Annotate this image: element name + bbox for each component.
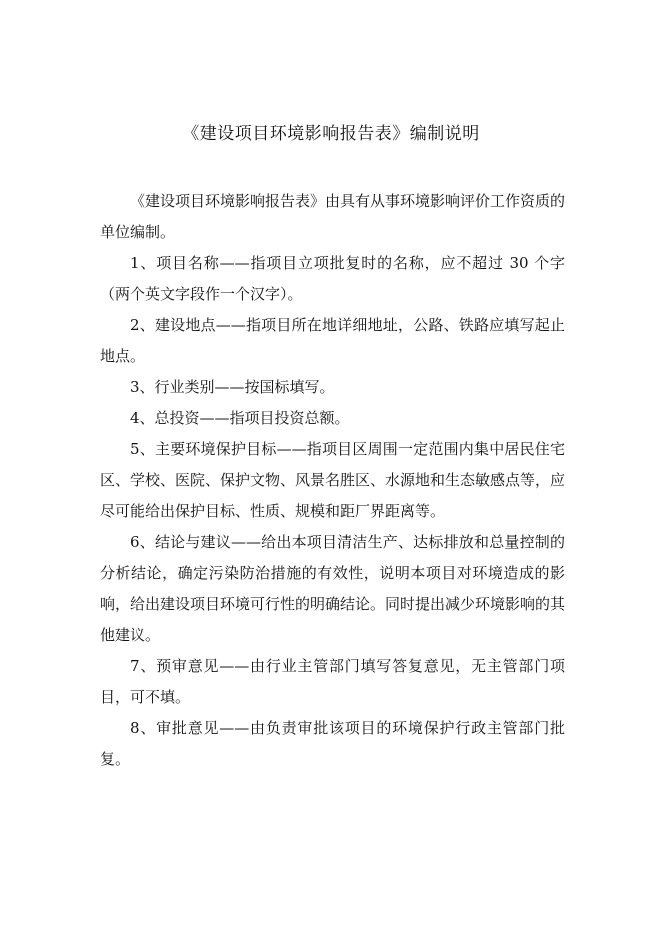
document-title: 《建设项目环境影响报告表》编制说明 <box>182 124 480 144</box>
paragraph-construction-site: 2、建设地点——指项目所在地详细地址，公路、铁路应填写起止地点。 <box>100 316 565 365</box>
paragraph-protection-targets: 5、主要环境保护目标——指项目区周围一定范围内集中居民住宅区、学校、医院、保护文物、风景名胜区、水源地和生态敏感点等，应尽可能给出保护目标、性质、规模和距厂界距离等。 <box>100 440 566 520</box>
paragraph-approval: 8、审批意见——由负责审批该项目的环境保护行政主管部门批复。 <box>100 719 565 768</box>
paragraph-intro: 《建设项目环境影响报告表》由具有从事环境影响评价工作资质的单位编制。 <box>100 192 566 241</box>
paragraph-total-investment: 4、总投资——指项目投资总额。 <box>130 409 350 427</box>
paragraph-preliminary-review: 7、预审意见——由行业主管部门填写答复意见，无主管部门项目，可不填。 <box>100 657 565 706</box>
paragraph-industry-category: 3、行业类别——按国标填写。 <box>130 378 335 396</box>
paragraph-conclusions: 6、结论与建议——给出本项目清洁生产、达标排放和总量控制的分析结论，确定污染防治措施的有效性，说明本项目对环境造成的影响，给出建设项目环境可行性的明确结论。同时提出减少环境影响的其他建议。 <box>100 533 566 644</box>
paragraph-project-name: 1、项目名称——指项目立项批复时的名称，应不超过 30 个字（两个英文字段作一个汉字）。 <box>100 254 565 303</box>
document-body <box>100 186 565 775</box>
